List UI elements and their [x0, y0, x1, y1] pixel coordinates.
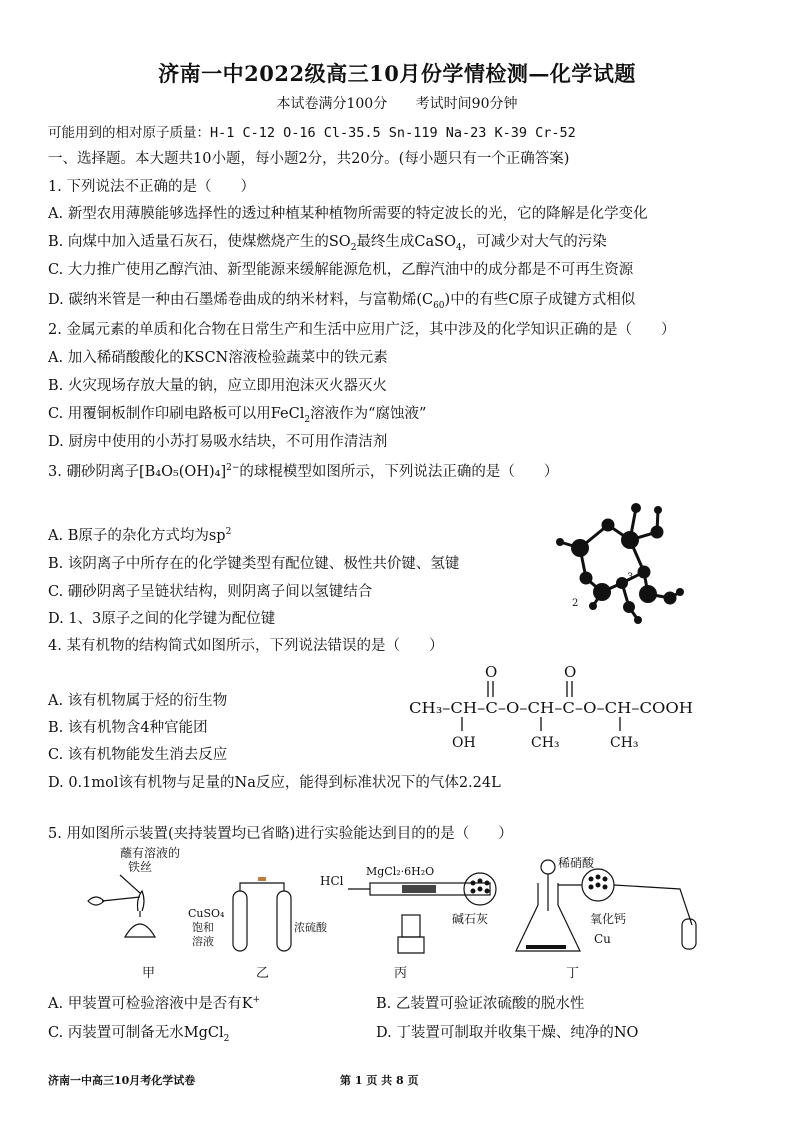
- alcohol-lamp: [125, 924, 155, 937]
- test-tube-right: [277, 891, 291, 951]
- q2-option-c[interactable]: [48, 402, 426, 425]
- q5-option-d[interactable]: D. 丁装置可制取并收集干燥、纯净的NO: [376, 1025, 639, 1041]
- atom-b-3: [593, 583, 611, 601]
- q3-option-c[interactable]: C. 硼砂阴离子呈链状结构，则阴离子间以氢键结合: [48, 584, 373, 600]
- atom-o-5: [580, 572, 593, 585]
- q5-a-text: A. 甲装置可检验溶液中是否有K: [48, 996, 253, 1012]
- q1-d-text1: D. 碳纳米管是一种由石墨烯卷曲成的纳米材料，与富勒烯(C: [48, 292, 434, 308]
- q3-a-text: A. B原子的杂化方式均为sp: [48, 528, 226, 544]
- q1-stem: 1. 下列说法不正确的是（ ）: [48, 179, 255, 195]
- atom-o-1: [602, 519, 615, 532]
- atom-label-2: 2: [572, 598, 579, 609]
- fig-yi-acid: 浓硫酸: [294, 921, 327, 934]
- atom-o-8: [623, 601, 635, 613]
- struct-o2: O: [564, 663, 577, 681]
- q3-option-a[interactable]: [48, 524, 231, 545]
- atom-label-3: 3: [627, 572, 634, 583]
- q1-option-c[interactable]: C. 大力推广使用乙醇汽油、新型能源来缓解能源危机，乙醇汽油中的成分都是不可再生资源: [48, 262, 634, 278]
- borate-ball-stick-model: [530, 490, 690, 625]
- atom-h-5: [634, 616, 642, 624]
- fig-ding-cu: Cu: [594, 932, 611, 946]
- q3-stem-text1: 3. 硼砂阴离子: [48, 464, 139, 480]
- q2-option-a[interactable]: A. 加入稀硝酸酸化的KSCN溶液检验蔬菜中的铁元素: [48, 350, 388, 366]
- atom-h-2: [654, 506, 662, 514]
- q4-option-a[interactable]: A. 该有机物属于烃的衍生物: [48, 693, 228, 709]
- q1-b-text3: ，可减少对大气的污染: [461, 234, 607, 250]
- fig-jia-label1: 蘸有溶液的: [120, 846, 181, 860]
- atom-o-7: [664, 592, 677, 605]
- atom-h-4: [676, 588, 684, 596]
- struct-main-chain: CH₃–CH–C–O–CH–C–O–CH–COOH: [409, 699, 693, 717]
- q1-d-text2: )中的有些C原子成键方式相似: [444, 292, 636, 308]
- atom-o-4: [638, 566, 651, 579]
- q5-option-b[interactable]: B. 乙装置可验证浓硫酸的脱水性: [376, 996, 585, 1012]
- fig-yi-cuso4: CuSO₄: [188, 907, 225, 920]
- organic-structure-formula: [405, 663, 705, 753]
- struct-oh: OH: [452, 735, 476, 751]
- footer-page-number: 第 1 页 共 8 页: [340, 1074, 419, 1087]
- atomic-masses: 可能用到的相对原子质量：H-1 C-12 O-16 Cl-35.5 Sn-119 Na-23 K-39 Cr-52: [48, 125, 576, 141]
- q3-a-sup: 2: [225, 527, 232, 538]
- q4-stem: 4. 某有机物的结构简式如图所示，下列说法错误的是（ ）: [48, 638, 444, 654]
- atom-b-1: [571, 539, 589, 557]
- q1-b-text2: 最终生成CaSO: [356, 234, 456, 250]
- q5-option-c[interactable]: [48, 1021, 229, 1044]
- time-info: 考试时间90分钟: [415, 96, 518, 112]
- section-heading: 一、选择题。本大题共10小题，每小题2分，共20分。(每小题只有一个正确答案): [48, 151, 570, 167]
- fig-caption-ding: 丁: [566, 966, 580, 981]
- fig-ding-acid: 稀硝酸: [558, 856, 595, 870]
- atom-b-2: [621, 531, 639, 549]
- q3-option-d[interactable]: D. 1、3原子之间的化学键为配位键: [48, 611, 276, 627]
- footer-exam-name: 济南一中高三10月考化学试卷: [48, 1074, 196, 1087]
- atom-h-3: [589, 602, 597, 610]
- fig-yi-bao: 饱和: [192, 921, 214, 934]
- q4-option-c[interactable]: C. 该有机物能发生消去反应: [48, 747, 228, 763]
- q1-b-sub1: 2: [350, 242, 357, 253]
- eye-icon: [88, 897, 104, 905]
- q2-option-d[interactable]: D. 厨房中使用的小苏打易吸水结块，不可用作清洁剂: [48, 434, 388, 450]
- q2-option-b[interactable]: B. 火灾现场存放大量的钠，应立即用泡沫灭火器灭火: [48, 378, 387, 394]
- q3-stem: [48, 460, 558, 481]
- q5-option-a[interactable]: [48, 992, 260, 1013]
- fig-caption-yi: 乙: [256, 966, 270, 981]
- atom-o-2: [631, 503, 641, 513]
- atom-label-1: 1: [616, 580, 623, 591]
- score-info: 本试卷满分100分: [276, 96, 388, 112]
- atom-b-4: [639, 585, 657, 603]
- exam-info: [0, 93, 794, 113]
- q1-option-b[interactable]: [48, 230, 607, 253]
- q1-option-d[interactable]: [48, 288, 635, 311]
- q1-b-sub2: 4: [456, 242, 462, 253]
- q4-option-d[interactable]: D. 0.1mol该有机物与足量的Na反应，能得到标准状况下的气体2.24L: [48, 775, 501, 791]
- q3-option-b[interactable]: B. 该阴离子中所存在的化学键类型有配位键、极性共价键、氢键: [48, 556, 460, 572]
- q3-formula: [B₄O₅(OH)₄]: [138, 464, 227, 480]
- q2-stem: 2. 金属元素的单质和化合物在日常生产和生活中应用广泛，其中涉及的化学知识正确的是（ ）: [48, 322, 676, 338]
- q1-d-sub: 60: [433, 300, 445, 311]
- fig-bing-lime: 碱石灰: [452, 912, 489, 926]
- atom-h-1: [556, 538, 564, 546]
- atom-o-3: [651, 526, 664, 539]
- fig-ding-cao: 氧化钙: [590, 912, 627, 926]
- q2-c-text1: C. 用覆铜板制作印刷电路板可以用FeCl: [48, 406, 305, 422]
- fig-bing-mg: MgCl₂·6H₂O: [366, 865, 435, 878]
- page-title: 济南一中2022级高三10月份学情检测—化学试题: [158, 61, 636, 86]
- q5-a-sup: +: [252, 995, 261, 1006]
- struct-ch3-a: CH₃: [531, 735, 560, 751]
- q2-c-sub: 2: [304, 414, 311, 425]
- struct-o1: O: [485, 663, 498, 681]
- q5-stem: 5. 用如图所示装置(夹持装置均已省略)进行实验能达到目的的是（ ）: [48, 826, 513, 842]
- struct-ch3-b: CH₃: [610, 735, 639, 751]
- q4-option-b[interactable]: B. 该有机物含4种官能团: [48, 720, 208, 736]
- fig-jia-label2: 铁丝: [128, 860, 153, 874]
- q1-option-a[interactable]: A. 新型农用薄膜能够选择性的透过种植某种植物所需要的特定波长的光，它的降解是化学变化: [48, 206, 648, 222]
- q5-c-text: C. 丙装置可制备无水MgCl: [48, 1025, 224, 1041]
- fig-yi-rong: 溶液: [192, 935, 214, 948]
- apparatus-figure: [80, 845, 720, 985]
- q3-charge: 2−: [226, 463, 240, 474]
- q3-stem-text2: 的球棍模型如图所示，下列说法正确的是（ ）: [239, 464, 559, 480]
- fig-caption-jia: 甲: [142, 966, 156, 981]
- q1-b-text1: B. 向煤中加入适量石灰石，使煤燃烧产生的SO: [48, 234, 351, 250]
- q5-c-sub: 2: [223, 1033, 230, 1044]
- test-tube-left: [233, 891, 247, 951]
- fig-caption-bing: 丙: [394, 966, 408, 981]
- fig-bing-hcl: HCl: [320, 874, 344, 888]
- q2-c-text2: 溶液作为“腐蚀液”: [310, 406, 427, 422]
